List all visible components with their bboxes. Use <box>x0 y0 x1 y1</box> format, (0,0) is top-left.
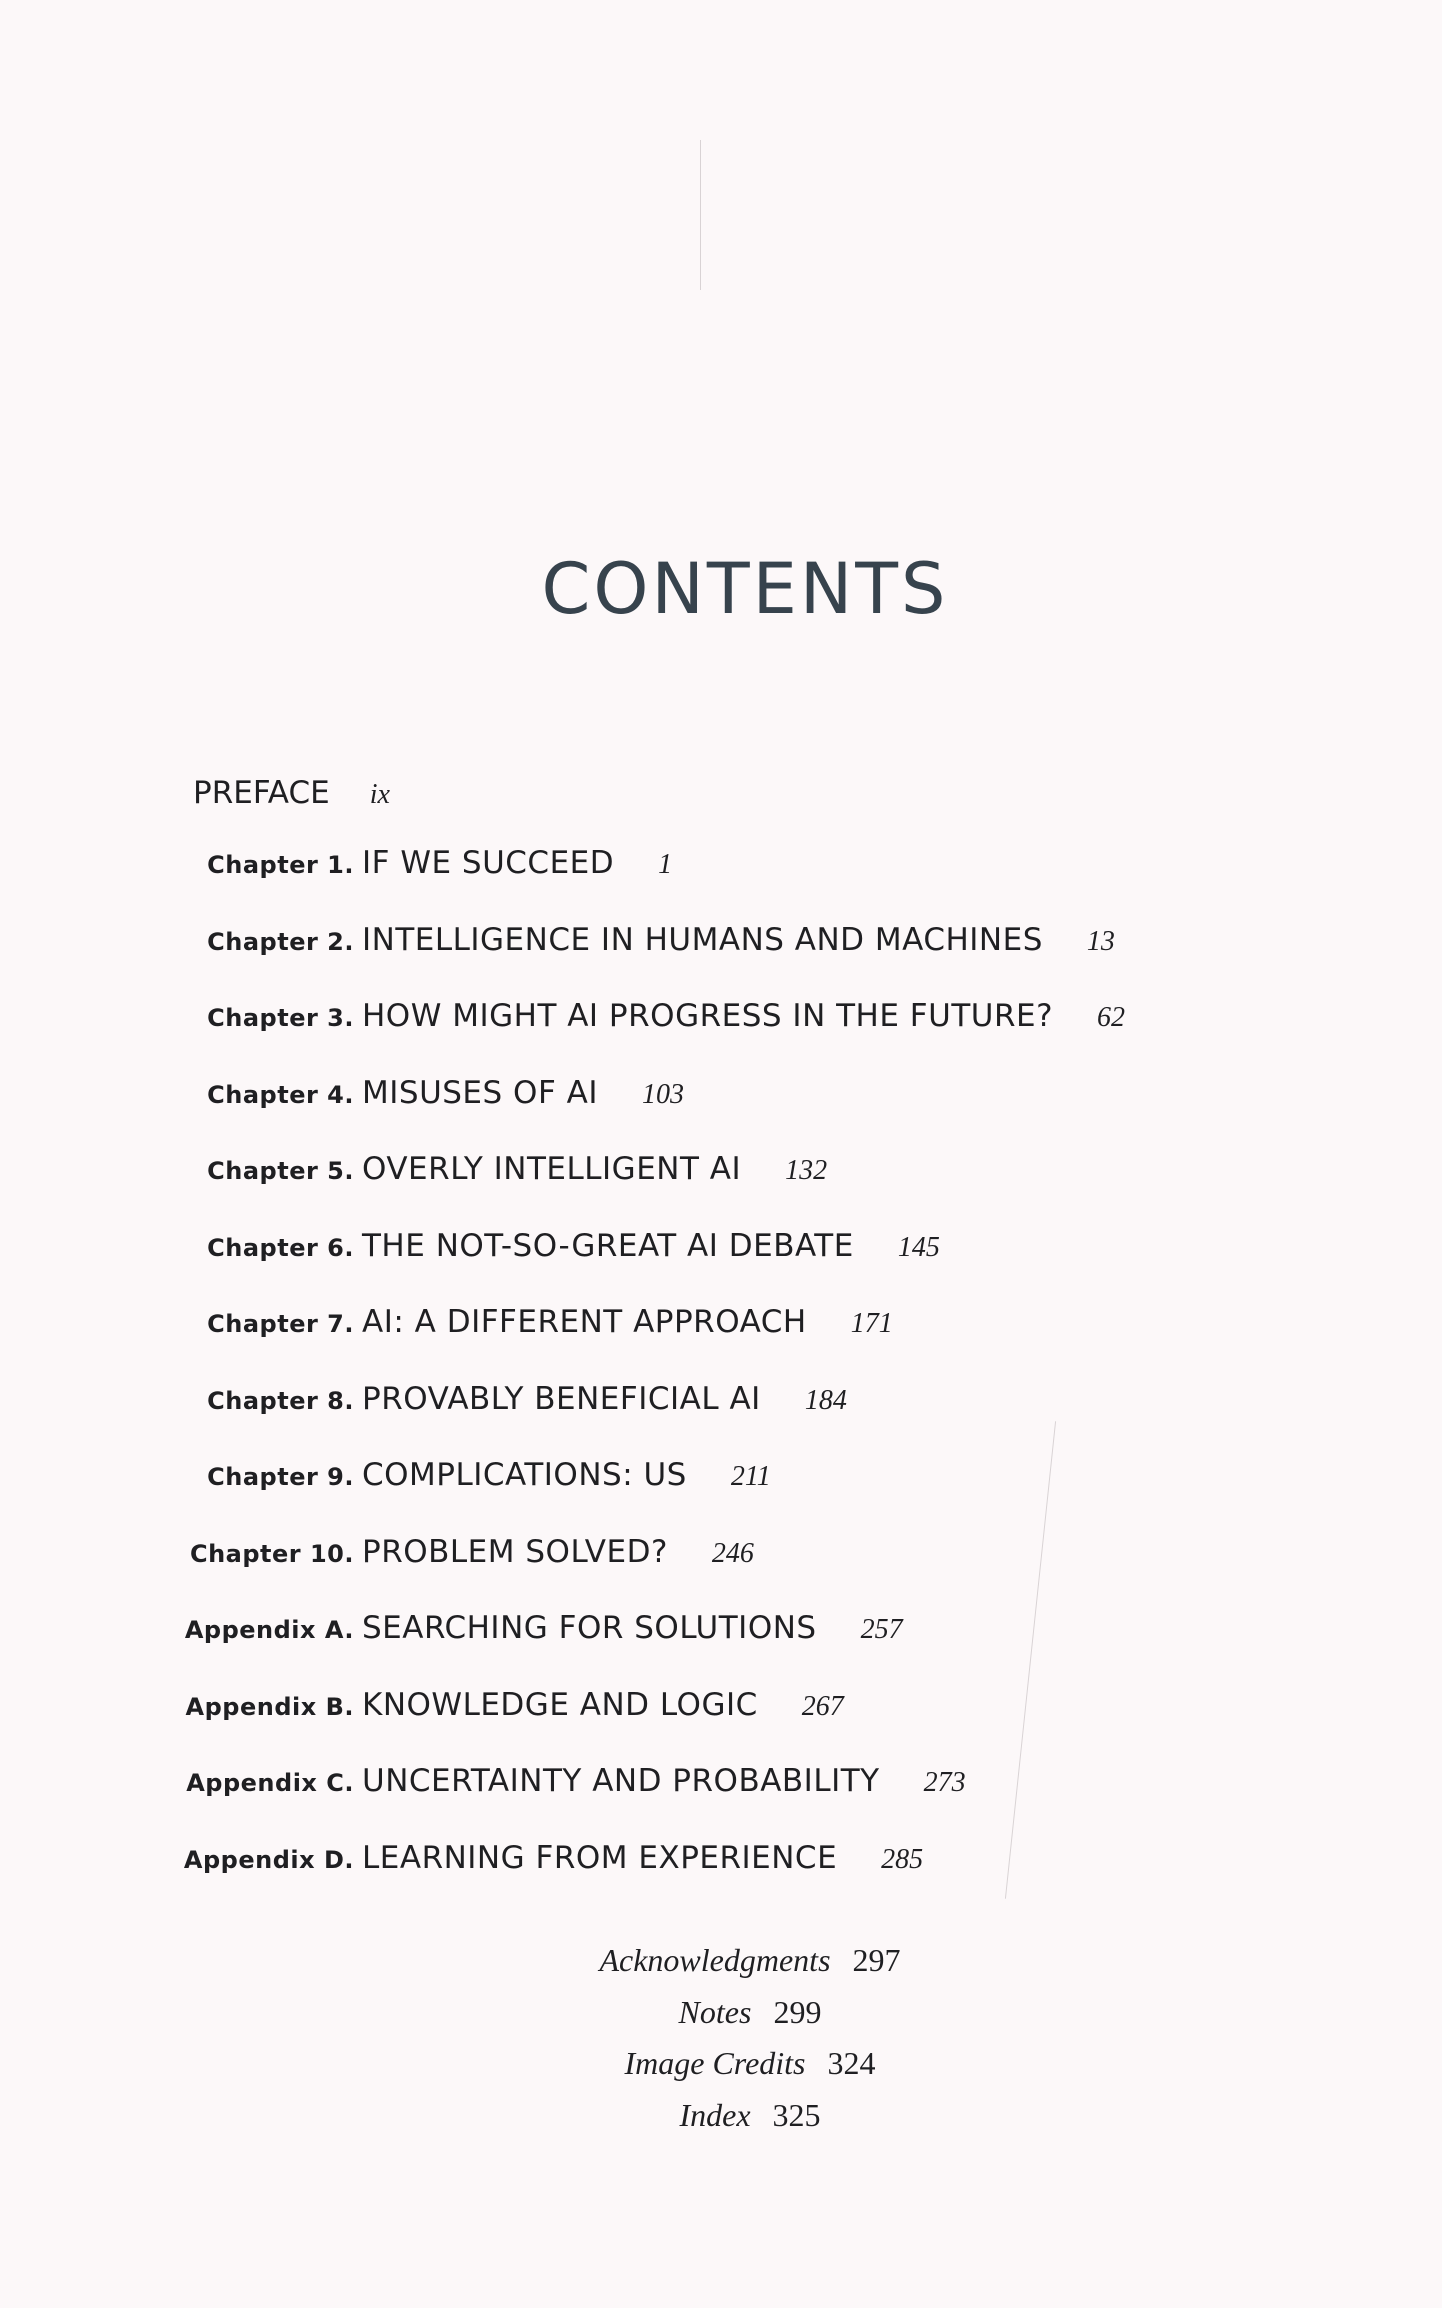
entry-label: Chapter 3. <box>207 1004 354 1032</box>
entry-label: Chapter 6. <box>207 1233 354 1262</box>
entry-page: 273 <box>923 1767 966 1798</box>
toc-entry[interactable] <box>0 1610 1300 1660</box>
back-matter-page: 299 <box>773 1993 822 2030</box>
page-crease <box>700 140 701 290</box>
entry-label: Chapter 4. <box>207 1080 354 1109</box>
entry-title: PROBLEM SOLVED? <box>362 1533 668 1570</box>
back-matter-entry[interactable] <box>0 1994 1442 2031</box>
entry-title: OVERLY INTELLIGENT AI <box>362 1151 742 1187</box>
page-title: CONTENTS <box>541 548 949 630</box>
entry-page: 285 <box>881 1843 924 1875</box>
toc-entry[interactable] <box>0 1228 1300 1278</box>
entry-label: Appendix C. <box>186 1769 354 1797</box>
entry-label: Chapter 1. <box>207 851 354 879</box>
preface-page: ix <box>369 779 390 810</box>
entry-title: THE NOT-SO-GREAT AI DEBATE <box>362 1227 854 1264</box>
back-matter-title: Image Credits <box>624 2045 806 2081</box>
toc-entry[interactable] <box>0 1763 1300 1813</box>
entry-page: 13 <box>1086 925 1115 957</box>
toc-entry[interactable] <box>0 1687 1300 1737</box>
entry-title: AI: A DIFFERENT APPROACH <box>362 1304 807 1340</box>
back-matter-title: Notes <box>678 1993 752 2030</box>
entry-label: Appendix A. <box>184 1616 354 1644</box>
entry-title: INTELLIGENCE IN HUMANS AND MACHINES <box>362 921 1043 958</box>
toc-entry[interactable] <box>0 1840 1300 1890</box>
entry-title: LEARNING FROM EXPERIENCE <box>362 1839 838 1876</box>
entry-page: 145 <box>897 1231 940 1263</box>
toc-entry[interactable] <box>0 1381 1300 1431</box>
entry-title: COMPLICATIONS: US <box>362 1457 687 1493</box>
entry-label: Chapter 8. <box>207 1386 354 1415</box>
entry-page: 211 <box>730 1461 771 1492</box>
entry-label: Chapter 5. <box>207 1157 354 1185</box>
entry-label: Chapter 2. <box>207 927 354 956</box>
entry-label: Chapter 10. <box>189 1539 354 1568</box>
entry-page: 267 <box>801 1690 844 1722</box>
entry-page: 246 <box>711 1537 754 1569</box>
toc-entry[interactable] <box>0 1075 1300 1125</box>
back-matter-title: Acknowledgments <box>599 1942 831 1978</box>
entry-title: MISUSES OF AI <box>362 1074 598 1111</box>
preface-label: PREFACE <box>193 775 330 811</box>
entry-label: Appendix D. <box>183 1845 354 1874</box>
entry-label: Chapter 9. <box>207 1463 354 1491</box>
back-matter-entry[interactable] <box>0 1942 1442 1979</box>
back-matter-title: Index <box>679 2096 751 2133</box>
toc-entry[interactable] <box>0 1304 1300 1354</box>
back-matter-page: 297 <box>852 1942 901 1978</box>
entry-page: 132 <box>785 1155 828 1186</box>
entry-page: 171 <box>850 1308 893 1339</box>
entry-title: UNCERTAINTY AND PROBABILITY <box>362 1763 880 1799</box>
entry-page: 103 <box>642 1078 684 1110</box>
entry-label: Appendix B. <box>185 1692 354 1721</box>
entry-page: 184 <box>804 1384 847 1416</box>
toc-entry[interactable] <box>0 1151 1300 1201</box>
back-matter-page: 325 <box>772 2096 821 2133</box>
entry-title: HOW MIGHT AI PROGRESS IN THE FUTURE? <box>362 998 1054 1034</box>
back-matter-page: 324 <box>827 2045 876 2081</box>
entry-page: 257 <box>860 1614 903 1645</box>
entry-page: 1 <box>658 849 673 880</box>
entry-title: KNOWLEDGE AND LOGIC <box>362 1686 758 1723</box>
toc-entry[interactable] <box>0 998 1300 1048</box>
toc-entry[interactable] <box>0 922 1300 972</box>
back-matter-entry[interactable] <box>0 2097 1442 2134</box>
entry-title: SEARCHING FOR SOLUTIONS <box>362 1610 817 1646</box>
entry-label: Chapter 7. <box>207 1310 354 1338</box>
toc-entry[interactable] <box>0 1457 1300 1507</box>
toc-preface[interactable] <box>193 775 390 811</box>
toc-entry[interactable] <box>0 1534 1300 1584</box>
back-matter-entry[interactable] <box>0 2045 1442 2082</box>
entry-page: 62 <box>1097 1002 1126 1033</box>
entry-title: IF WE SUCCEED <box>362 845 615 881</box>
entry-title: PROVABLY BENEFICIAL AI <box>362 1380 761 1417</box>
toc-entry[interactable] <box>0 845 1300 895</box>
